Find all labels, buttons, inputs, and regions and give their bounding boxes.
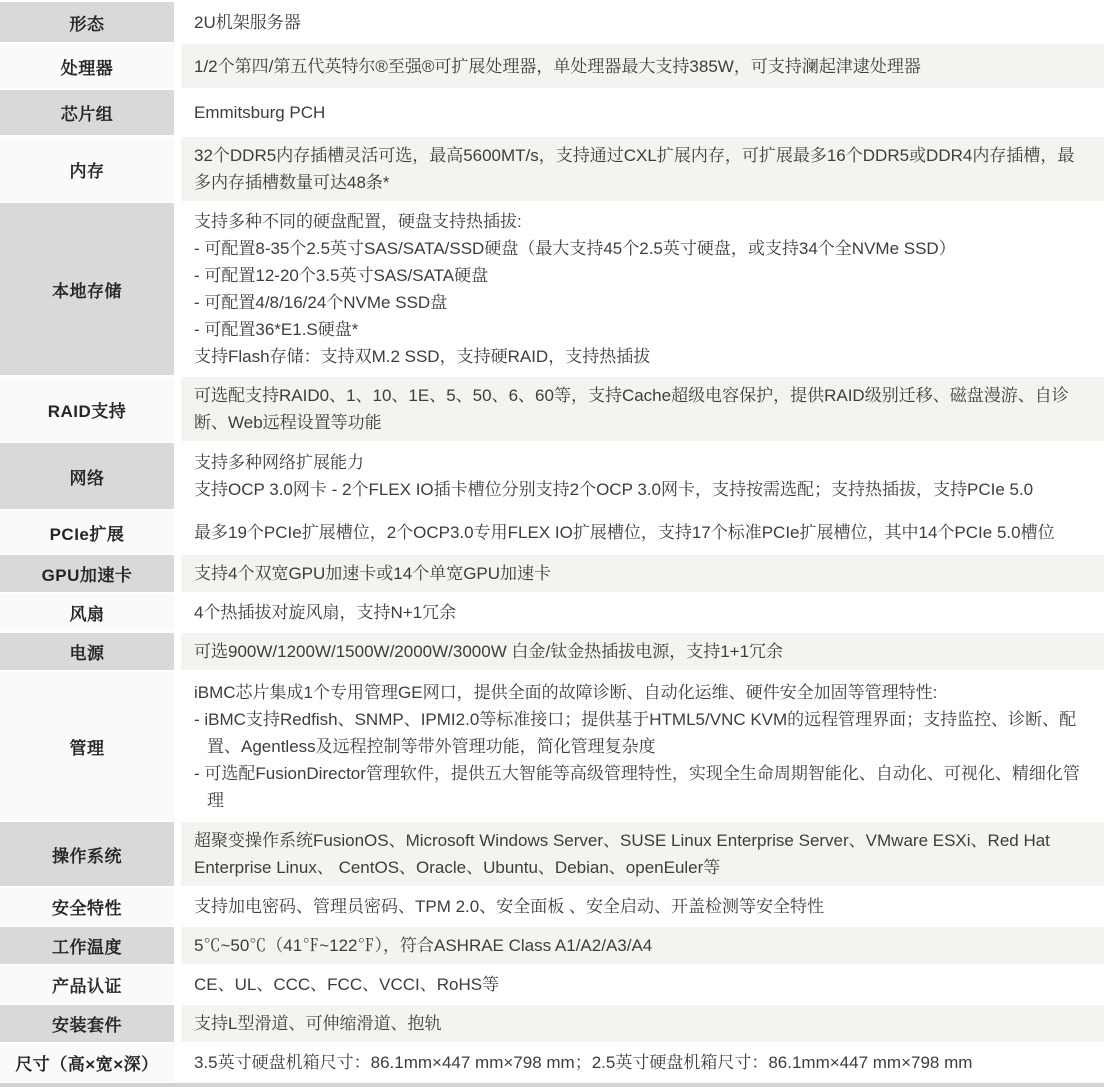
- spec-row-value: [181, 594, 1104, 631]
- spec-line: 支持OCP 3.0网卡 - 2个FLEX IO插卡槽位分别支持2个OCP 3.0网卡，支持按需选配；支持热插拔，支持PCIe 5.0: [194, 480, 1034, 499]
- spec-row-value: [181, 90, 1104, 135]
- spec-row: [0, 44, 1104, 88]
- spec-row-value: [181, 511, 1104, 553]
- spec-row: [0, 1005, 1104, 1042]
- spec-line: 最多19个PCIe扩展槽位，2个OCP3.0专用FLEX IO扩展槽位，支持17个标准PCIe扩展槽位，其中14个PCIe 5.0槽位: [194, 522, 1055, 542]
- spec-row: [0, 633, 1104, 670]
- spec-line: - 可配置12-20个3.5英寸SAS/SATA硬盘: [194, 266, 489, 285]
- spec-row-value: [181, 44, 1104, 88]
- spec-row: [0, 888, 1104, 925]
- spec-row: [0, 672, 1104, 820]
- spec-row: [0, 1044, 1104, 1081]
- spec-line: - iBMC支持Redfish、SNMP、IPMI2.0等标准接口；提供基于HTML5/VNC KVM的远程管理界面；支持监控、诊断、配置、Agentless及远程控制等带外管理功能，简化管理复杂度: [194, 709, 1077, 756]
- spec-line: iBMC芯片集成1个专用管理GE网口，提供全面的故障诊断、自动化运维、硬件安全加固等管理特性:: [194, 682, 938, 702]
- spec-row-label: 处理器: [0, 44, 174, 88]
- spec-line: 超聚变操作系统FusionOS、Microsoft Windows Server、SUSE Linux Enterprise Server、VMware ESXi、Red Hat Enterprise Linux、 CentOS、Oracle、Ubuntu、Debian、openEuler等: [194, 831, 1050, 877]
- spec-row-value: [181, 203, 1104, 375]
- spec-line: 支持4个双宽GPU加速卡或14个单宽GPU加速卡: [194, 564, 552, 583]
- spec-row-value: [181, 822, 1104, 886]
- spec-row: [0, 377, 1104, 441]
- spec-row-label: 本地存储: [0, 203, 174, 375]
- spec-line: Emmitsburg PCH: [194, 103, 326, 122]
- spec-line: 32个DDR5内存插槽灵活可选，最高5600MT/s，支持通过CXL扩展内存，可扩展最多16个DDR5或DDR4内存插槽，最多内存插槽数量可达48条*: [194, 146, 1075, 192]
- spec-row-value: [181, 1044, 1104, 1081]
- spec-row-value: [181, 555, 1104, 592]
- spec-row-value: [181, 1005, 1104, 1042]
- spec-line: - 可选配FusionDirector管理软件，提供五大智能等高级管理特性，实现全生命周期智能化、自动化、可视化、精细化管理: [194, 763, 1080, 810]
- spec-row-label: 网络: [0, 443, 174, 509]
- spec-row-value: [181, 633, 1104, 670]
- spec-line: - 可配置8-35个2.5英寸SAS/SATA/SSD硬盘（最大支持45个2.5英寸硬盘，或支持34个全NVMe SSD）: [194, 239, 956, 258]
- spec-row-value: [181, 927, 1104, 964]
- spec-row: [0, 203, 1104, 375]
- spec-row: [0, 511, 1104, 553]
- spec-row-label: 风扇: [0, 594, 174, 631]
- spec-row-value: [181, 377, 1104, 441]
- spec-line: - 可配置36*E1.S硬盘*: [194, 320, 359, 339]
- spec-row-label: 操作系统: [0, 822, 174, 886]
- spec-line: - 可配置4/8/16/24个NVMe SSD盘: [194, 293, 448, 312]
- spec-row: [0, 443, 1104, 509]
- spec-row-value: [181, 672, 1104, 820]
- spec-row-label: 尺寸（高×宽×深）: [0, 1044, 174, 1081]
- table-bottom-divider: [0, 1083, 1104, 1087]
- spec-row-label: 安全特性: [0, 888, 174, 925]
- spec-row-label: 芯片组: [0, 90, 174, 135]
- spec-line: 可选900W/1200W/1500W/2000W/3000W 白金/钛金热插拔电源，支持1+1冗余: [194, 642, 784, 661]
- spec-line: 2U机架服务器: [194, 12, 301, 32]
- spec-row-label: 安装套件: [0, 1005, 174, 1042]
- spec-line: 可选配支持RAID0、1、10、1E、5、50、6、60等，支持Cache超级电容保护，提供RAID级别迁移、磁盘漫游、自诊断、Web远程设置等功能: [194, 386, 1069, 432]
- spec-row-label: 形态: [0, 2, 174, 42]
- spec-line: 5℃~50℃（41℉~122℉），符合ASHRAE Class A1/A2/A3/A4: [194, 936, 653, 955]
- spec-row-value: [181, 888, 1104, 925]
- spec-row-value: [181, 137, 1104, 201]
- spec-line: CE、UL、CCC、FCC、VCCI、RoHS等: [194, 975, 500, 994]
- spec-line: 支持多种网络扩展能力: [194, 453, 364, 472]
- spec-row-label: GPU加速卡: [0, 555, 174, 592]
- spec-row: [0, 927, 1104, 964]
- spec-row-label: 电源: [0, 633, 174, 670]
- spec-row: [0, 137, 1104, 201]
- spec-row: [0, 90, 1104, 135]
- spec-row-label: RAID支持: [0, 377, 174, 441]
- spec-row: [0, 2, 1104, 42]
- spec-row: [0, 594, 1104, 631]
- spec-line: 支持Flash存储：支持双M.2 SSD，支持硬RAID，支持热插拔: [194, 347, 651, 366]
- spec-line: 3.5英寸硬盘机箱尺寸：86.1mm×447 mm×798 mm；2.5英寸硬盘机箱尺寸：86.1mm×447 mm×798 mm: [194, 1053, 973, 1072]
- spec-row-label: 管理: [0, 672, 174, 820]
- spec-row-label: 内存: [0, 137, 174, 201]
- spec-line: 4个热插拔对旋风扇，支持N+1冗余: [194, 603, 457, 622]
- spec-row-value: [181, 2, 1104, 42]
- spec-row: [0, 966, 1104, 1003]
- spec-row-value: [181, 966, 1104, 1003]
- spec-row-label: 产品认证: [0, 966, 174, 1003]
- spec-row: [0, 555, 1104, 592]
- spec-line: 1/2个第四/第五代英特尔®至强®可扩展处理器，单处理器最大支持385W，可支持澜起津逮处理器: [194, 56, 921, 76]
- spec-line: 支持L型滑道、可伸缩滑道、抱轨: [194, 1014, 442, 1033]
- spec-row-value: [181, 443, 1104, 509]
- spec-line: 支持加电密码、管理员密码、TPM 2.0、安全面板 、安全启动、开盖检测等安全特性: [194, 897, 824, 916]
- spec-row-label: PCIe扩展: [0, 511, 174, 553]
- spec-row-label: 工作温度: [0, 927, 174, 964]
- spec-row: [0, 822, 1104, 886]
- spec-line: 支持多种不同的硬盘配置，硬盘支持热插拔:: [194, 212, 522, 231]
